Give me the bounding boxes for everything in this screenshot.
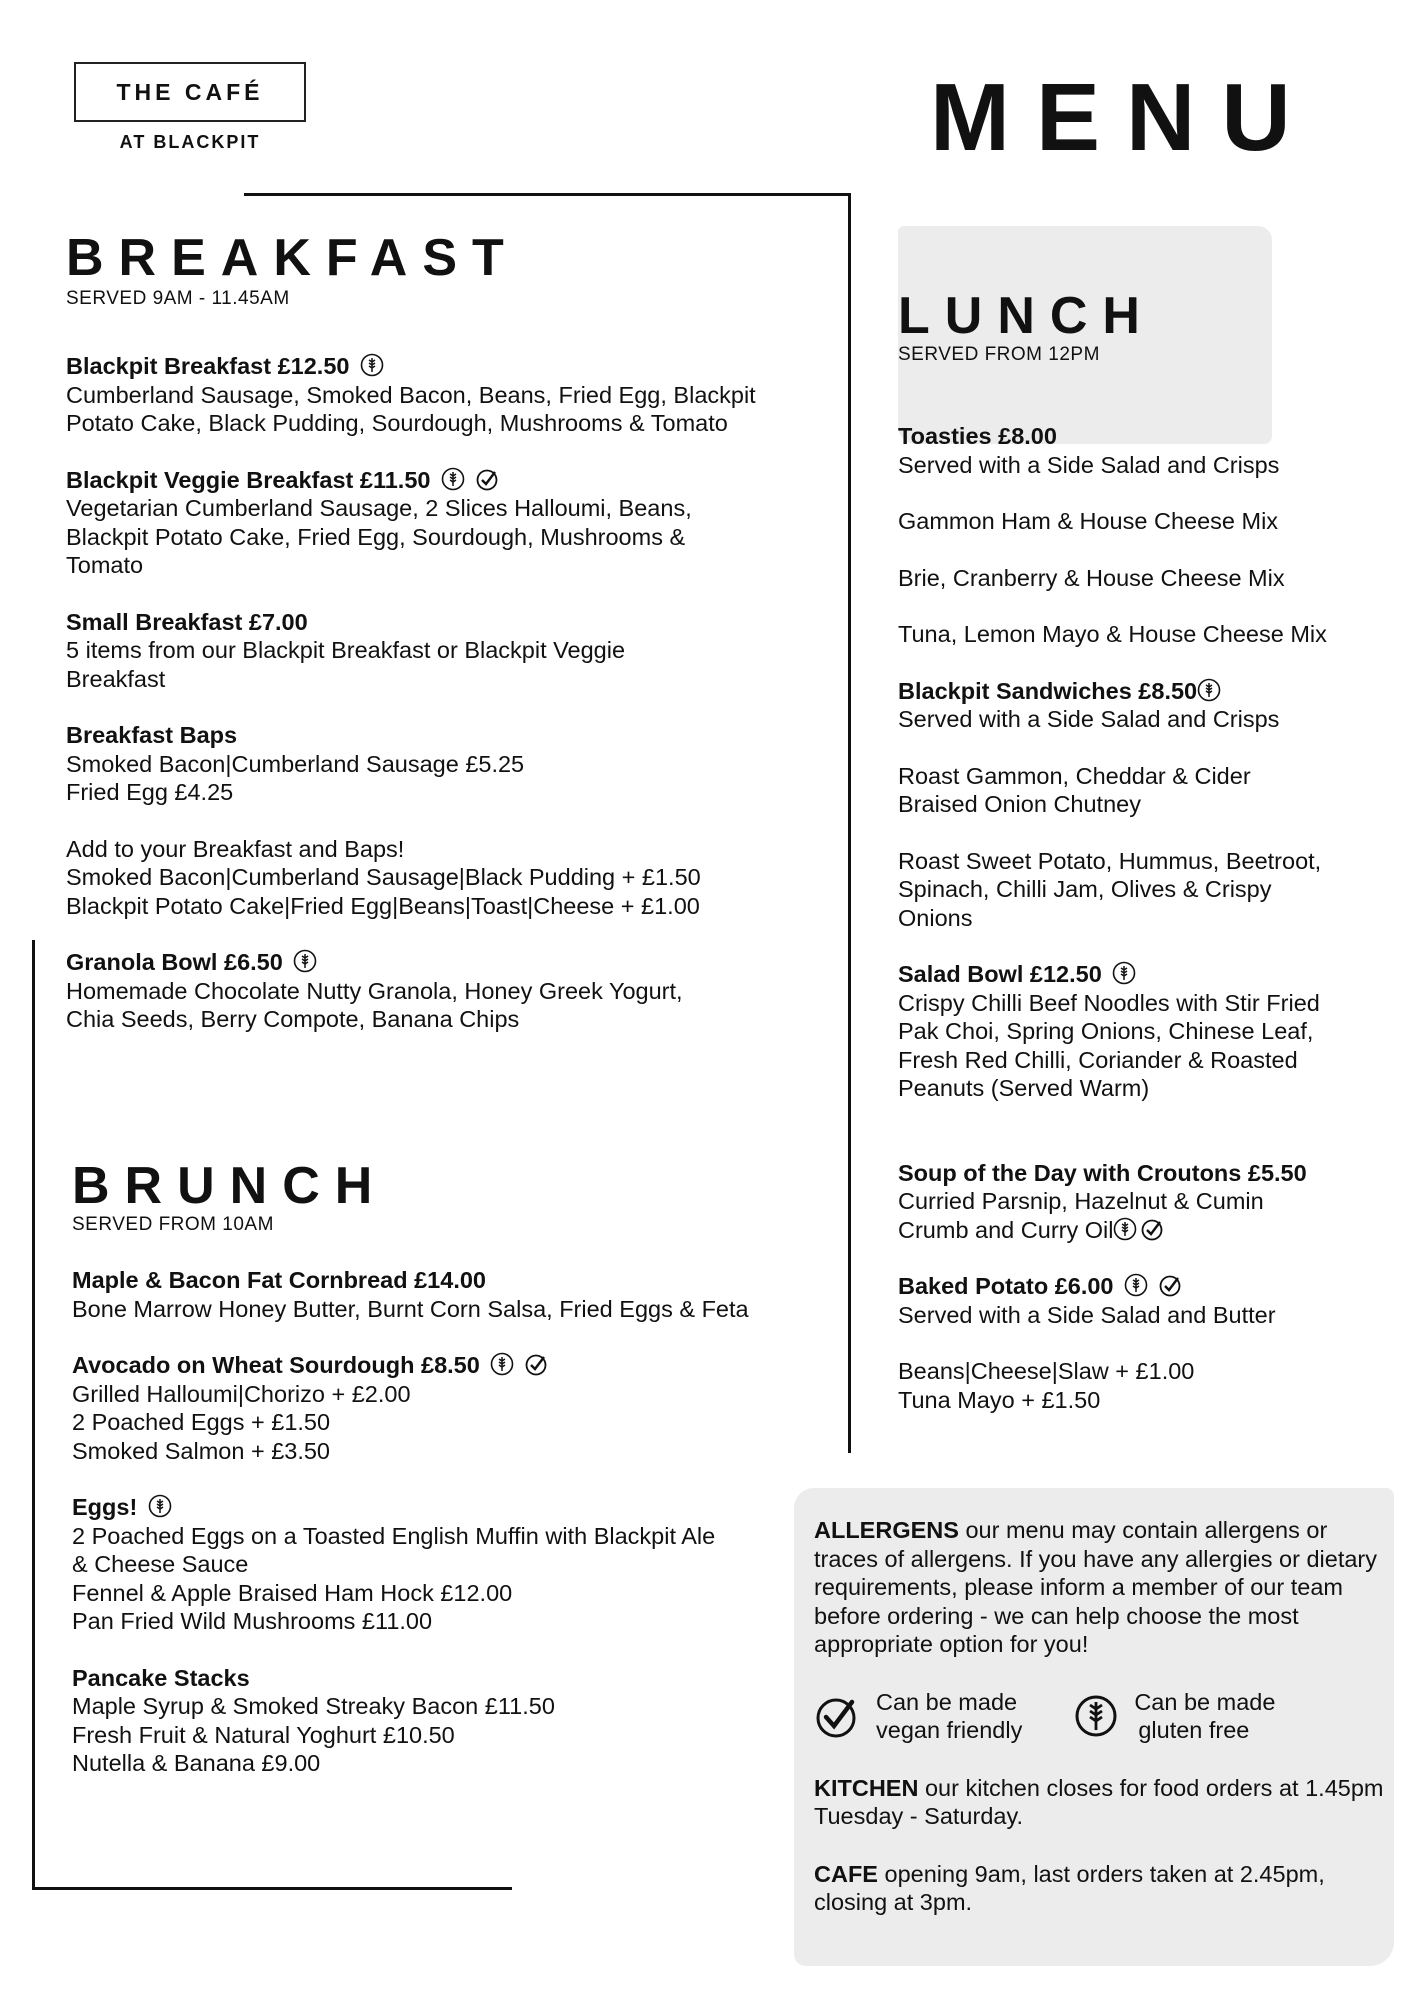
menu-item [72, 1493, 842, 1636]
item-name: Maple & Bacon Fat Cornbread £14.00 [72, 1267, 486, 1293]
menu-item [898, 762, 1378, 819]
cafe-logo [74, 62, 306, 122]
gluten-free-icon [1112, 961, 1136, 985]
item-line: Smoked Bacon|Cumberland Sausage £5.25 [66, 750, 525, 777]
item-line: Tuna Mayo + £1.50 [898, 1386, 1101, 1413]
item-line: 2 Poached Eggs + £1.50 [72, 1409, 331, 1435]
item-line: Beans|Cheese|Slaw + £1.00 [898, 1358, 1195, 1384]
menu-item [66, 721, 836, 807]
item-line: Fresh Red Chilli, Coriander & Roasted [898, 1046, 1298, 1073]
item-name: Breakfast Baps [66, 722, 238, 748]
item-line: Nutella & Banana £9.00 [72, 1750, 321, 1776]
gluten-free-key-label [1134, 1688, 1275, 1745]
kitchen-paragraph [814, 1774, 1384, 1831]
gluten-free-icon [148, 1494, 172, 1518]
item-line: Roast Gammon, Cheddar & Cider [898, 762, 1251, 789]
item-line: Served with a Side Salad and Butter [898, 1301, 1276, 1328]
kitchen-text: our kitchen closes for food orders at 1.45pm Tuesday - Saturday. [814, 1774, 1384, 1829]
dietary-key [814, 1688, 1384, 1745]
menu-item [72, 1664, 842, 1778]
item-line: Homemade Chocolate Nutty Granola, Honey Greek Yogurt, [66, 977, 683, 1004]
gluten-free-icon [360, 353, 384, 377]
vegan-key-line: Can be made [876, 1688, 1018, 1715]
brunch-title: BRUNCH [72, 1157, 388, 1215]
item-name: Blackpit Sandwiches £8.50 [898, 677, 1198, 704]
item-line: Fried Egg £4.25 [66, 779, 234, 805]
item-line: Smoked Salmon + £3.50 [72, 1437, 331, 1464]
item-line: Roast Sweet Potato, Hummus, Beetroot, [898, 847, 1322, 874]
brunch-items [72, 1266, 842, 1806]
vegan-icon [1141, 1217, 1165, 1241]
gluten-free-icon [1072, 1692, 1120, 1740]
vegan-icon [525, 1352, 549, 1376]
item-line: Pak Choi, Spring Onions, Chinese Leaf, [898, 1018, 1314, 1044]
allergen-heading: ALLERGENS [814, 1517, 959, 1543]
menu-item [898, 677, 1378, 734]
item-line: Potato Cake, Black Pudding, Sourdough, Mushrooms & Tomato [66, 410, 728, 436]
brunch-served: SERVED FROM 10AM [72, 1214, 274, 1235]
item-line: Served with a Side Salad and Crisps [898, 706, 1280, 732]
menu-item [66, 608, 836, 694]
cafe-paragraph [814, 1860, 1384, 1917]
menu-item [898, 422, 1378, 479]
item-line: Chia Seeds, Berry Compote, Banana Chips [66, 1006, 520, 1032]
menu-item [898, 960, 1378, 1103]
item-line: Gammon Ham & House Cheese Mix [898, 508, 1279, 534]
item-line: Blackpit Potato Cake, Fried Egg, Sourdough, Mushrooms & [66, 523, 686, 550]
menu-item [898, 620, 1378, 649]
logo-subtitle: AT BLACKPIT [119, 132, 261, 152]
cafe-heading: CAFE [814, 1860, 878, 1887]
vegan-icon [1159, 1273, 1183, 1297]
menu-item [898, 847, 1378, 933]
gluten-free-icon [490, 1352, 514, 1376]
menu-item [66, 466, 836, 580]
gluten-free-icon [1124, 1273, 1148, 1297]
vegan-key-line: vegan friendly [876, 1717, 1023, 1743]
gluten-free-icon [1197, 678, 1221, 702]
item-line: Onions [898, 904, 973, 931]
item-name: Small Breakfast £7.00 [66, 608, 308, 635]
item-line: Bone Marrow Honey Butter, Burnt Corn Salsa, Fried Eggs & Feta [72, 1295, 749, 1322]
item-line: Tomato [66, 552, 144, 578]
gluten-free-icon [441, 467, 465, 491]
gluten-free-icon [293, 949, 317, 973]
item-line: 2 Poached Eggs on a Toasted English Muffin with Blackpit Ale [72, 1522, 716, 1549]
item-line: Vegetarian Cumberland Sausage, 2 Slices Halloumi, Beans, [66, 495, 692, 521]
menu-item [66, 948, 836, 1034]
lunch-served: SERVED FROM 12PM [898, 344, 1100, 365]
item-line: Smoked Bacon|Cumberland Sausage|Black Pudding + £1.50 [66, 864, 701, 890]
item-line: Fennel & Apple Braised Ham Hock £12.00 [72, 1579, 513, 1606]
item-line: Braised Onion Chutney [898, 791, 1141, 817]
item-line: & Cheese Sauce [72, 1551, 249, 1577]
menu-item [898, 1159, 1378, 1245]
item-line: Spinach, Chilli Jam, Olives & Crispy [898, 876, 1272, 902]
item-name: Soup of the Day with Croutons £5.50 [898, 1159, 1307, 1186]
menu-item [898, 1272, 1378, 1329]
item-line: Peanuts (Served Warm) [898, 1075, 1150, 1101]
item-line: Grilled Halloumi|Chorizo + £2.00 [72, 1380, 411, 1407]
item-name: Blackpit Breakfast £12.50 [66, 353, 350, 379]
item-name: Blackpit Veggie Breakfast £11.50 [66, 466, 431, 493]
item-line: Crispy Chilli Beef Noodles with Stir Fried [898, 989, 1320, 1016]
menu-item [66, 352, 836, 438]
vegan-icon [476, 467, 500, 491]
logo-name: THE CAFÉ [116, 78, 264, 105]
item-line: Tuna, Lemon Mayo & House Cheese Mix [898, 621, 1327, 647]
gluten-free-icon [1113, 1217, 1137, 1241]
item-line: Maple Syrup & Smoked Streaky Bacon £11.50 [72, 1693, 555, 1719]
breakfast-items [66, 352, 836, 1062]
item-line: Cumberland Sausage, Smoked Bacon, Beans, Fried Egg, Blackpit [66, 381, 756, 408]
item-name: Pancake Stacks [72, 1664, 250, 1691]
item-line: Blackpit Potato Cake|Fried Egg|Beans|Toast|Cheese + £1.00 [66, 892, 700, 919]
item-name: Eggs! [72, 1494, 138, 1520]
breakfast-title: BREAKFAST [66, 229, 519, 287]
item-name: Salad Bowl £12.50 [898, 961, 1102, 987]
menu-item [898, 507, 1378, 536]
cafe-text: opening 9am, last orders taken at 2.45pm, closing at 3pm. [814, 1860, 1325, 1915]
item-line: Add to your Breakfast and Baps! [66, 835, 405, 862]
item-line: Brie, Cranberry & House Cheese Mix [898, 564, 1285, 591]
vegan-key-label [876, 1688, 1022, 1745]
allergen-paragraph [814, 1516, 1384, 1659]
page-title: MENU [930, 64, 1317, 171]
kitchen-heading: KITCHEN [814, 1774, 919, 1801]
menu-item [898, 564, 1378, 593]
breakfast-served: SERVED 9AM - 11.45AM [66, 288, 290, 309]
menu-item [66, 835, 836, 921]
lunch-title: LUNCH [898, 287, 1155, 345]
item-line: Pan Fried Wild Mushrooms £11.00 [72, 1608, 433, 1634]
item-name: Baked Potato £6.00 [898, 1273, 1114, 1299]
item-line: Curried Parsnip, Hazelnut & Cumin [898, 1188, 1264, 1214]
gf-key-line: gluten free [1138, 1717, 1250, 1743]
item-line: 5 items from our Blackpit Breakfast or Blackpit Veggie [66, 637, 626, 663]
frame-line-left [32, 940, 35, 1890]
item-name: Avocado on Wheat Sourdough £8.50 [72, 1352, 480, 1378]
vegan-icon [814, 1692, 862, 1740]
lunch-items [898, 422, 1378, 1442]
item-line: Fresh Fruit & Natural Yoghurt £10.50 [72, 1721, 455, 1748]
menu-item [72, 1351, 842, 1465]
item-line: Served with a Side Salad and Crisps [898, 451, 1280, 478]
item-line: Breakfast [66, 665, 166, 692]
frame-line-right [848, 193, 851, 1453]
frame-line-bottom [32, 1887, 512, 1890]
allergen-text: our menu may contain allergens or traces of allergens. If you have any allergies or dietary requirements, please inform a member of our team before ordering - we can help choose the most appropriate option for you! [814, 1517, 1377, 1657]
gf-key-line: Can be made [1134, 1688, 1276, 1715]
item-line: Crumb and Curry Oil [898, 1216, 1114, 1243]
frame-line-top [244, 193, 851, 196]
item-name: Toasties £8.00 [898, 423, 1057, 449]
allergen-info [814, 1516, 1384, 1946]
menu-item [72, 1266, 842, 1323]
menu-item [898, 1357, 1378, 1414]
item-name: Granola Bowl £6.50 [66, 949, 283, 975]
